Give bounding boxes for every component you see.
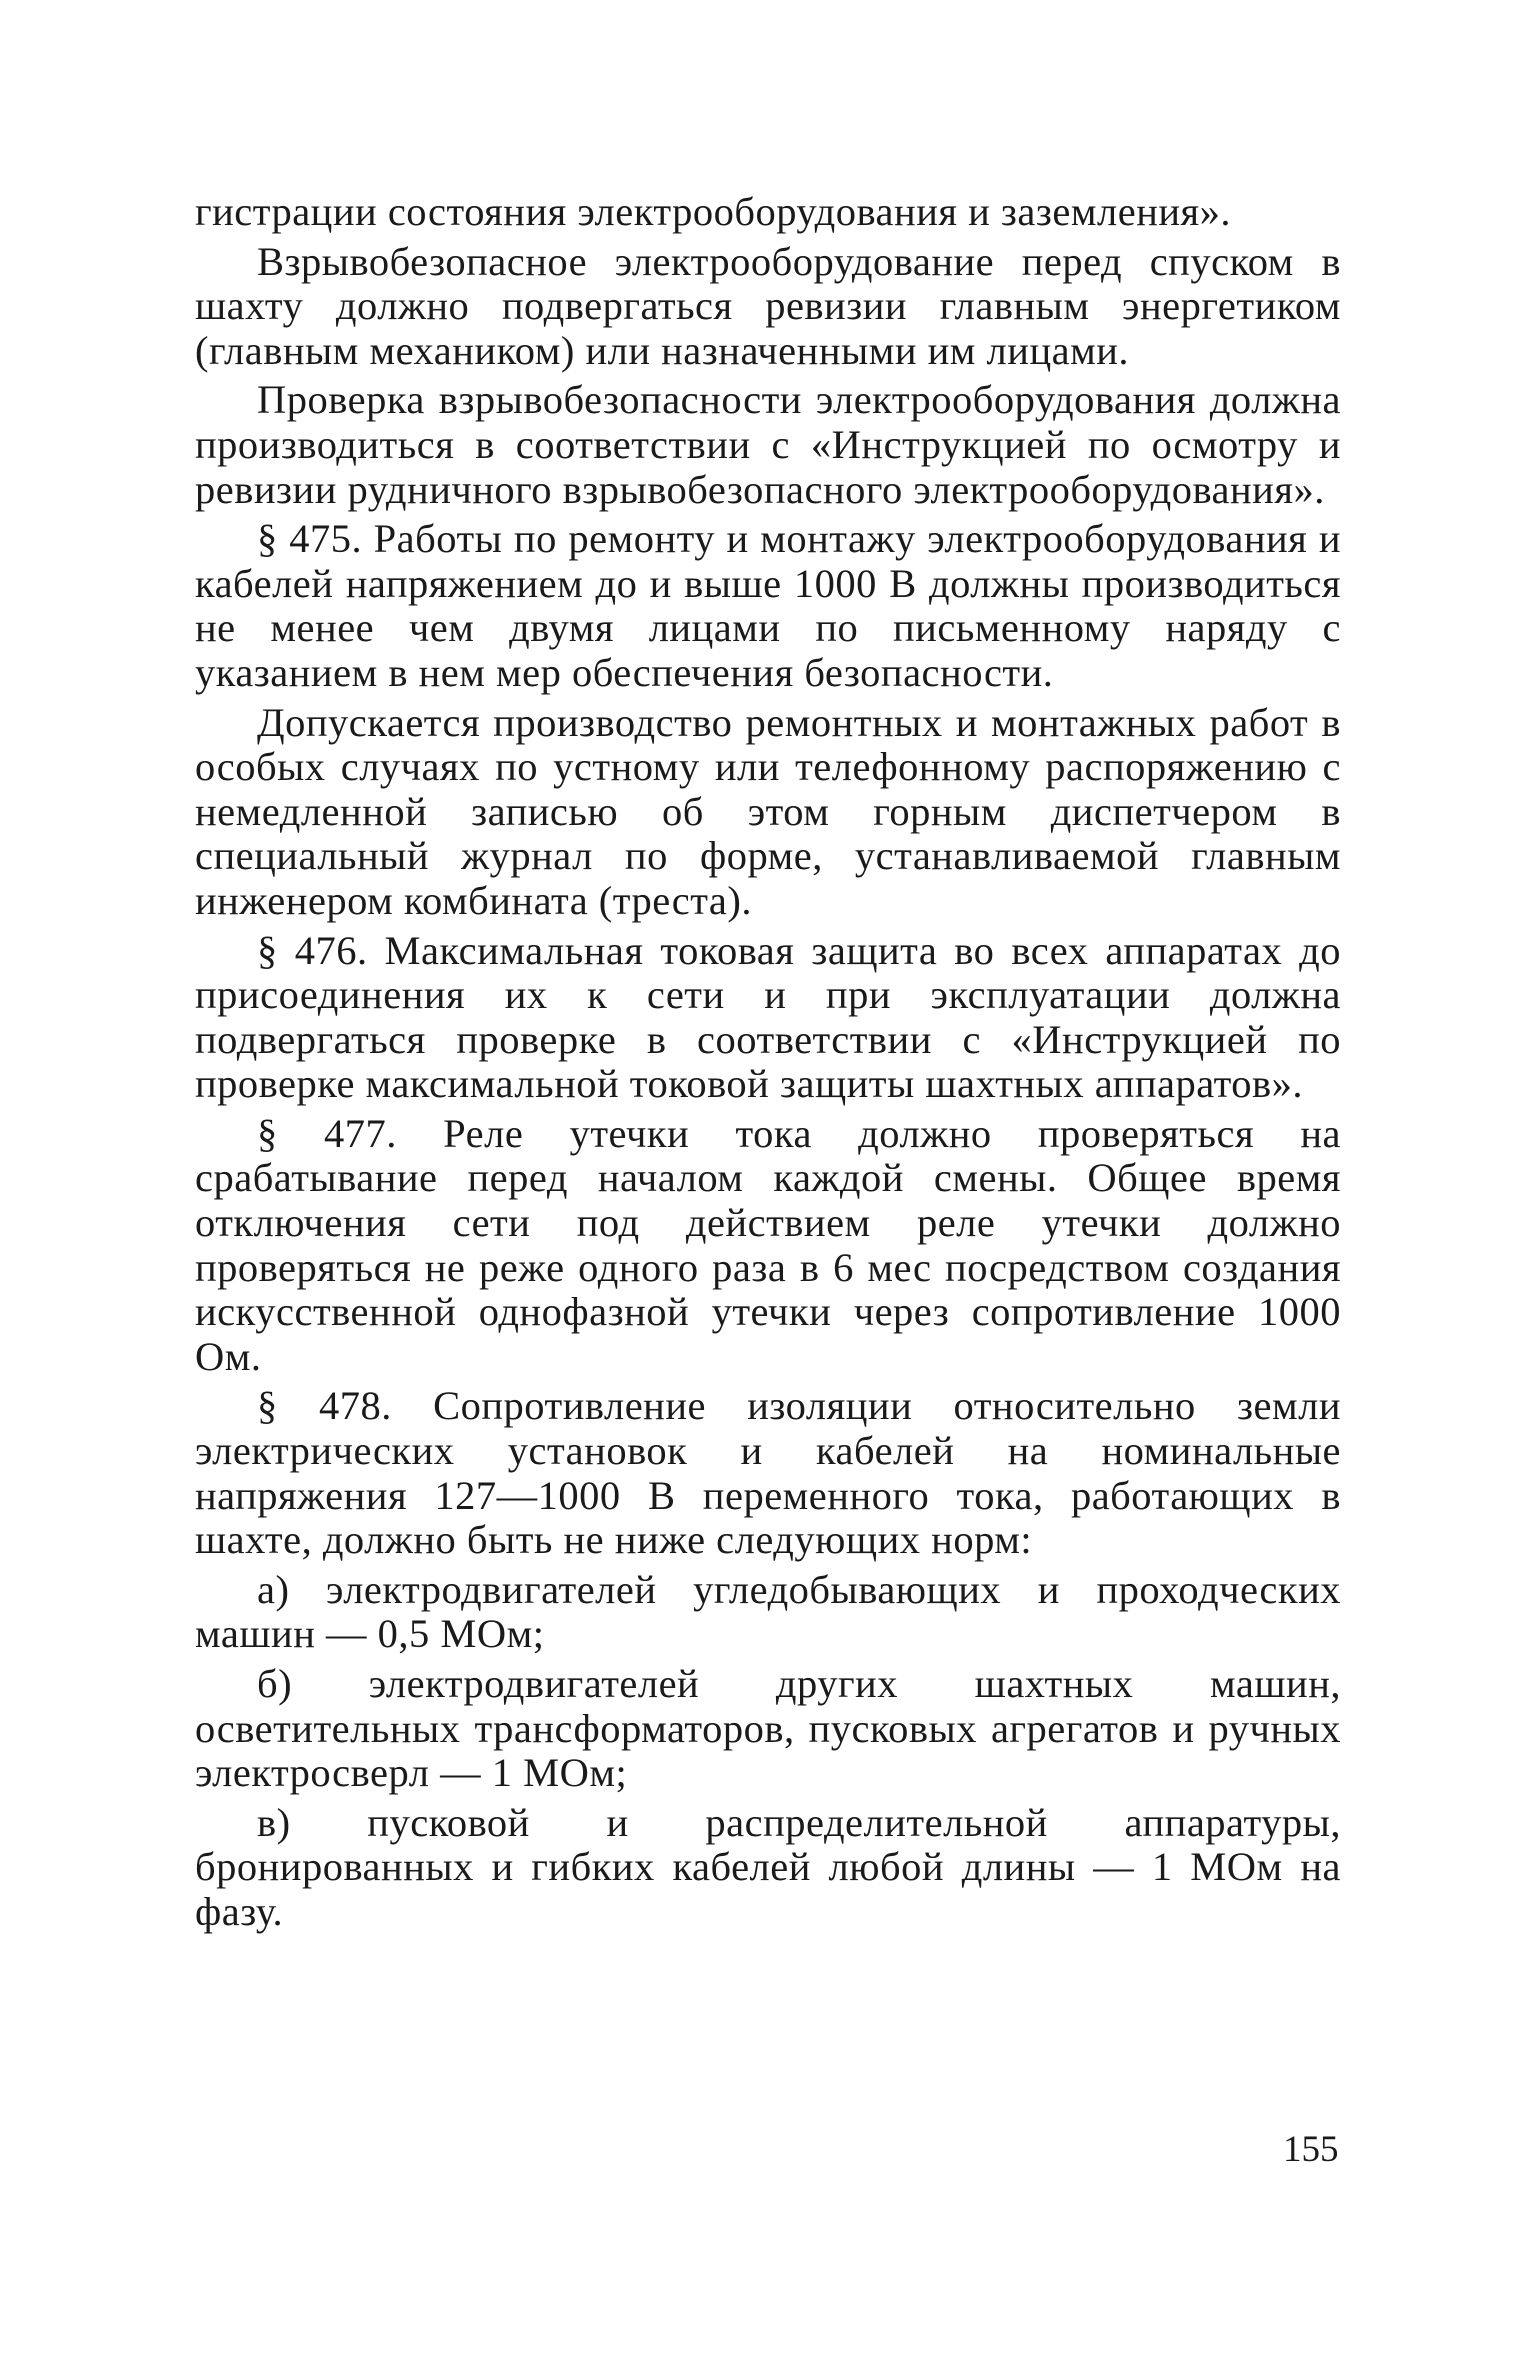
list-item-b: б) электродвигателей других шахтных машин, осветительных трансформаторов, пусковых агрегатов и ручных электросверл — 1 МОм; — [195, 1661, 1341, 1796]
paragraph-explosion-proof-check: Проверка взрывобезопасности электрооборудования должна производиться в соответствии с «Инструкцией по осмотру и ревизии рудничного взрывобезопасного электрооборудования». — [195, 377, 1341, 512]
paragraph-continuation: гистрации состояния электрооборудования и заземления». — [195, 189, 1232, 234]
page-number: 155 — [1283, 2129, 1339, 2170]
document-page — [195, 190, 1341, 1940]
list-item-c: в) пусковой и распределительной аппаратуры, бронированных и гибких кабелей любой длины — 1 МОм на фазу. — [195, 1799, 1341, 1934]
paragraph-section-477: § 477. Реле утечки тока должно проверяться на срабатывание перед началом каждой смены. Общее время отключения сети под действием реле утечки должно проверяться не реже одного раза в 6 мес посредством создания искусственной однофазной утечки через сопротивление 1000 Ом. — [195, 1110, 1341, 1379]
paragraph-section-478: § 478. Сопротивление изоляции относительно земли электрических установок и кабелей на номинальные напряжения 127—1000 В переменного тока, работающих в шахте, должно быть не ниже следующих норм: — [195, 1383, 1341, 1563]
list-item-a: а) электродвигателей угледобывающих и проходческих машин — 0,5 МОм; — [195, 1566, 1341, 1657]
paragraph-section-475: § 475. Работы по ремонту и монтажу электрооборудования и кабелей напряжением до и выше 1000 В должны производиться не менее чем двумя лицами по письменному наряду с указанием в нем мер обеспечения безопасности. — [195, 516, 1341, 695]
paragraph-oral-order: Допускается производство ремонтных и монтажных работ в особых случаях по устному или телефонному распоряжению с немедленной записью об этом горным диспетчером в специальный журнал по форме, устанавливаемой главным инженером комбината (треста). — [195, 699, 1341, 923]
paragraph-explosion-proof-revision: Взрывобезопасное электрооборудование перед спуском в шахту должно подвергаться ревизии главным энергетиком (главным механиком) или назначенными им лицами. — [195, 238, 1341, 373]
paragraph-section-476: § 476. Максимальная токовая защита во всех аппаратах до присоединения их к сети и при эксплуатации должна подвергаться проверке в соответствии с «Инструкцией по проверке максимальной токовой защиты шахтных аппаратов». — [195, 927, 1341, 1107]
